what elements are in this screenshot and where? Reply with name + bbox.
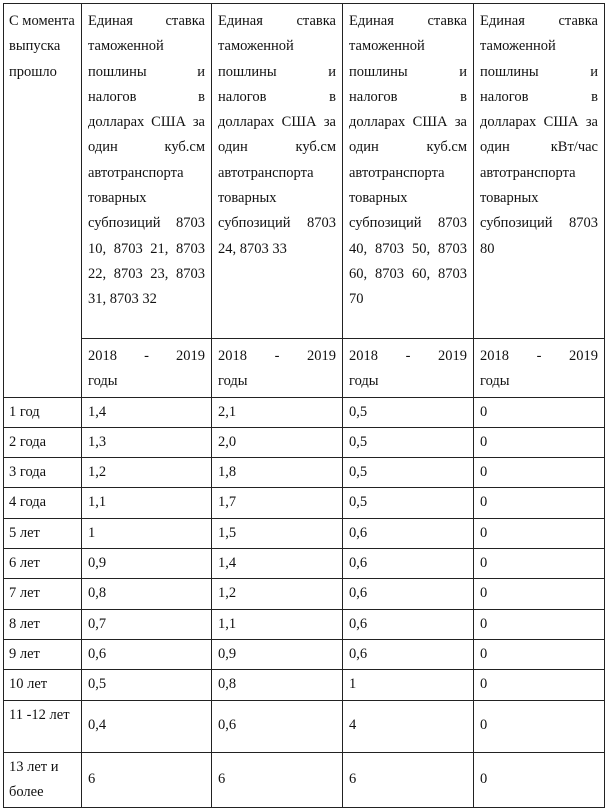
customs-rate-table (3, 3, 605, 808)
years-col-3: 2018 - 2019 годы (343, 339, 474, 398)
row-label: 2 года (4, 427, 82, 457)
header-years-row (4, 339, 605, 398)
rate-cell: 1,4 (212, 549, 343, 579)
rate-cell: 0,5 (343, 427, 474, 457)
table-row (4, 458, 605, 488)
rate-cell: 0,4 (82, 700, 212, 752)
row-label: 11 -12 лет (4, 700, 82, 752)
rate-cell: 1,3 (82, 427, 212, 457)
rate-cell: 0 (474, 670, 605, 700)
rate-cell: 0 (474, 488, 605, 518)
rate-cell: 0,5 (343, 488, 474, 518)
table-row (4, 670, 605, 700)
rate-cell: 1 (82, 518, 212, 548)
row-label: 3 года (4, 458, 82, 488)
row-label: 5 лет (4, 518, 82, 548)
rate-cell: 6 (82, 752, 212, 808)
rate-cell: 0 (474, 700, 605, 752)
rate-cell: 0,8 (82, 579, 212, 609)
rate-cell: 0,7 (82, 609, 212, 639)
row-label: 13 лет и более (4, 752, 82, 808)
rate-cell: 0 (474, 579, 605, 609)
table-row (4, 397, 605, 427)
rate-cell: 1,8 (212, 458, 343, 488)
rate-cell: 0,8 (212, 670, 343, 700)
rate-cell: 1,1 (82, 488, 212, 518)
rate-cell: 0,6 (343, 579, 474, 609)
years-col-2: 2018 - 2019 годы (212, 339, 343, 398)
row-label: 8 лет (4, 609, 82, 639)
header-col-3: Единая ставка таможенной пошлины и налогов в долларах США за один куб.см автотранспорта товарных субпозиций 8703 40, 8703 50, 8703 60, 8703 60, 8703 70 (343, 4, 474, 339)
rate-cell: 0,6 (212, 700, 343, 752)
years-col-4: 2018 - 2019 годы (474, 339, 605, 398)
row-label: 7 лет (4, 579, 82, 609)
table-row (4, 518, 605, 548)
rate-cell: 0 (474, 639, 605, 669)
rate-cell: 6 (212, 752, 343, 808)
table-row (4, 488, 605, 518)
rate-cell: 0 (474, 458, 605, 488)
rate-cell: 0,5 (82, 670, 212, 700)
row-label: 9 лет (4, 639, 82, 669)
table-row (4, 579, 605, 609)
rate-cell: 0 (474, 752, 605, 808)
row-label: 1 год (4, 397, 82, 427)
table-row (4, 639, 605, 669)
table-row (4, 427, 605, 457)
rate-cell: 2,1 (212, 397, 343, 427)
rate-cell: 0,5 (343, 458, 474, 488)
rate-cell: 1,2 (82, 458, 212, 488)
rate-cell: 0 (474, 397, 605, 427)
header-row (4, 4, 605, 339)
rate-cell: 0,9 (82, 549, 212, 579)
rate-cell: 1,4 (82, 397, 212, 427)
rate-cell: 1,7 (212, 488, 343, 518)
rate-cell: 0 (474, 427, 605, 457)
header-col-4: Единая ставка таможенной пошлины и налогов в долларах США за один кВт/час автотранспорта товарных субпозиций 8703 80 (474, 4, 605, 339)
rate-cell: 0,6 (343, 639, 474, 669)
row-label: 6 лет (4, 549, 82, 579)
rate-cell: 0,6 (343, 549, 474, 579)
table-row (4, 609, 605, 639)
rate-cell: 1,5 (212, 518, 343, 548)
rate-cell: 0,6 (82, 639, 212, 669)
rate-cell: 1,2 (212, 579, 343, 609)
header-elapsed-since-release: С момента выпуска прошло (4, 4, 82, 398)
rate-cell: 0,6 (343, 609, 474, 639)
table-row (4, 700, 605, 752)
rate-cell: 0 (474, 609, 605, 639)
rate-cell: 0,9 (212, 639, 343, 669)
header-col-2: Единая ставка таможенной пошлины и налогов в долларах США за один куб.см автотранспорта товарных субпозиций 8703 24, 8703 33 (212, 4, 343, 339)
rate-cell: 6 (343, 752, 474, 808)
rate-cell: 0 (474, 549, 605, 579)
rate-cell: 0,6 (343, 518, 474, 548)
table-row (4, 549, 605, 579)
header-col-1: Единая ставка таможенной пошлины и налогов в долларах США за один куб.см автотранспорта товарных субпозиций 8703 10, 8703 21, 8703 22, 8703 23, 8703 31, 8703 32 (82, 4, 212, 339)
row-label: 10 лет (4, 670, 82, 700)
rate-cell: 2,0 (212, 427, 343, 457)
row-label: 4 года (4, 488, 82, 518)
rate-cell: 0 (474, 518, 605, 548)
rate-cell: 4 (343, 700, 474, 752)
rate-cell: 1,1 (212, 609, 343, 639)
rate-cell: 1 (343, 670, 474, 700)
rate-cell: 0,5 (343, 397, 474, 427)
years-col-1: 2018 - 2019 годы (82, 339, 212, 398)
table-row (4, 752, 605, 808)
